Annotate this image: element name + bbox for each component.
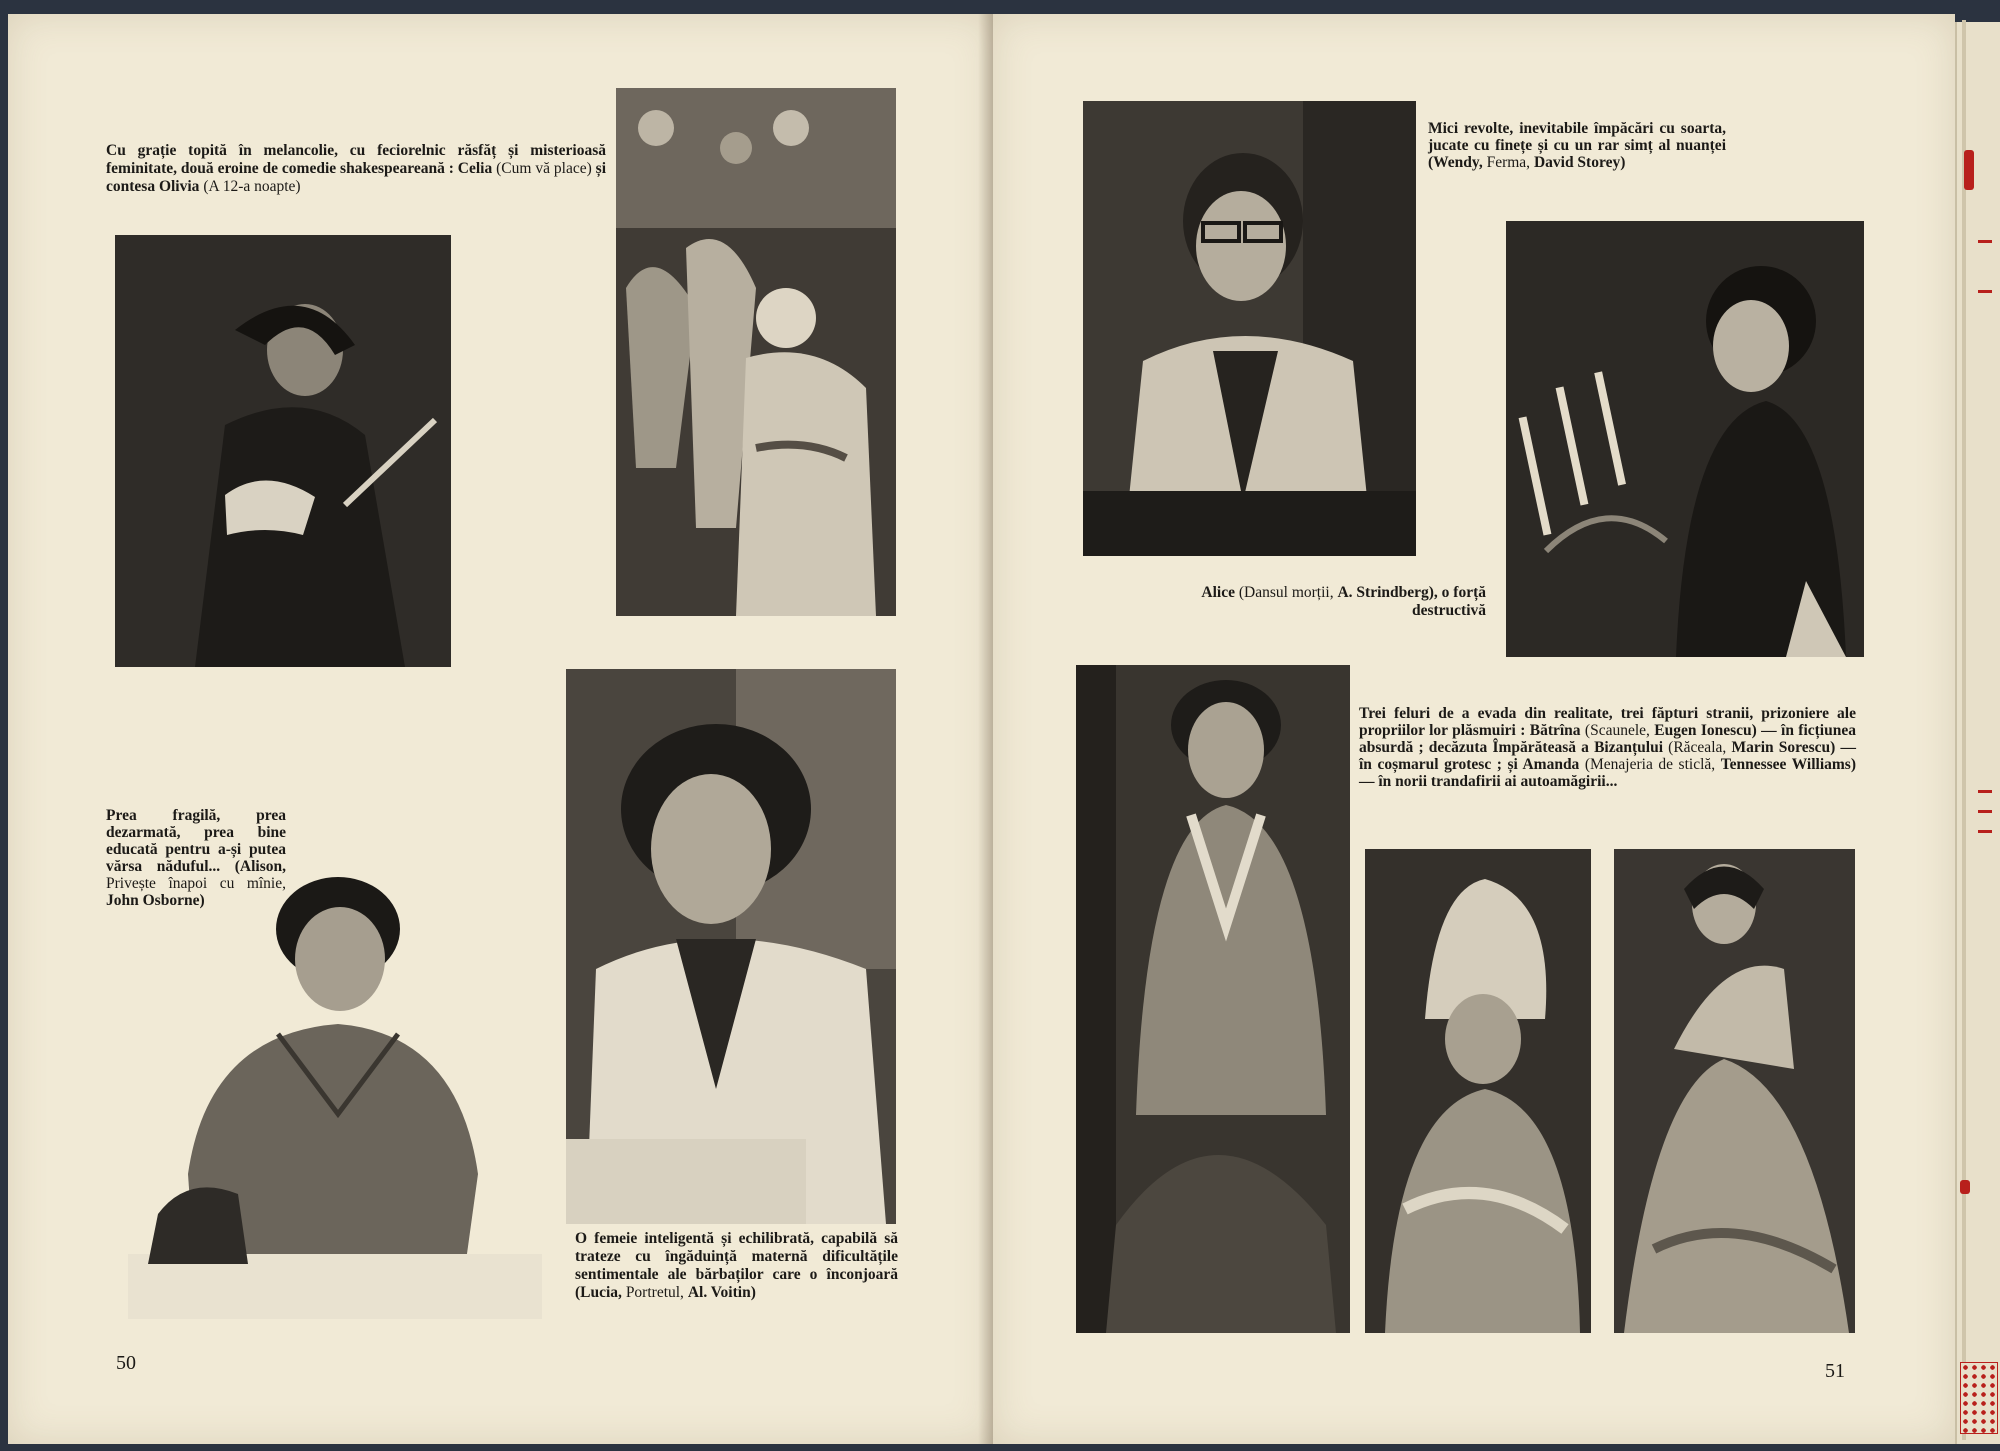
photo-alison — [128, 874, 542, 1319]
edge-red-tick — [1978, 830, 1992, 833]
caption-alice: Alice (Dansul morții, A. Strindberg), o forță destructivă — [1201, 584, 1486, 619]
photo-batrina — [1076, 665, 1350, 1333]
caption-alison: Prea fragilă, prea dezarmată, prea bine educată pentru a-și putea vărsa năduful... (Alison, Privește înapoi cu mînie, John Osborne) — [106, 807, 286, 909]
edge-red-mark — [1960, 1180, 1970, 1194]
photo-alice — [1506, 221, 1864, 657]
page-number-right: 51 — [1825, 1360, 1845, 1382]
page-number-left: 50 — [116, 1352, 136, 1374]
photo-imparateasa — [1365, 849, 1591, 1333]
caption-celia-olivia: Cu grație topită în melancolie, cu feciorelnic răsfăț și misterioasă feminitate, două eroine de comedie shakespeareană : Celia (Cum vă place) și contesa Olivia (A 12-a noapte) — [106, 142, 606, 195]
right-page — [993, 14, 1955, 1444]
photo-olivia — [616, 88, 896, 616]
edge-red-tick — [1978, 240, 1992, 243]
edge-pattern — [1960, 1362, 1998, 1434]
edge-red-mark — [1964, 150, 1974, 190]
book-edge-strip — [1962, 20, 1966, 1440]
edge-red-tick — [1978, 810, 1992, 813]
photo-celia — [115, 235, 451, 667]
edge-red-tick — [1978, 790, 1992, 793]
caption-wendy: Mici revolte, inevitabile împăcări cu soarta, jucate cu finețe și cu un rar simț al nuanței (Wendy, Ferma, David Storey) — [1428, 120, 1726, 171]
photo-amanda — [1614, 849, 1855, 1333]
photo-wendy — [1083, 101, 1416, 556]
edge-red-tick — [1978, 290, 1992, 293]
caption-trei: Trei feluri de a evada din realitate, trei făpturi stranii, prizoniere ale propriilor lor plăsmuiri : Bătrîna (Scaunele, Eugen Ionescu) — în ficțiunea absurdă ; decăzuta Împărăteasă a Bizanțului (Răceala, Marin Sorescu) — în coșmarul grotesc ; și Amanda (Menajeria de sticlă, Tennessee Williams) — în norii trandafirii ai autoamăgirii... — [1359, 705, 1857, 790]
left-page — [8, 14, 993, 1444]
caption-lucia: O femeie inteligentă și echilibrată, capabilă să trateze cu îngăduință maternă dificultățile sentimentale ale bărbaților care o înconjoară (Lucia, Portretul, Al. Voitin) — [575, 1230, 898, 1301]
photo-lucia — [566, 669, 896, 1224]
